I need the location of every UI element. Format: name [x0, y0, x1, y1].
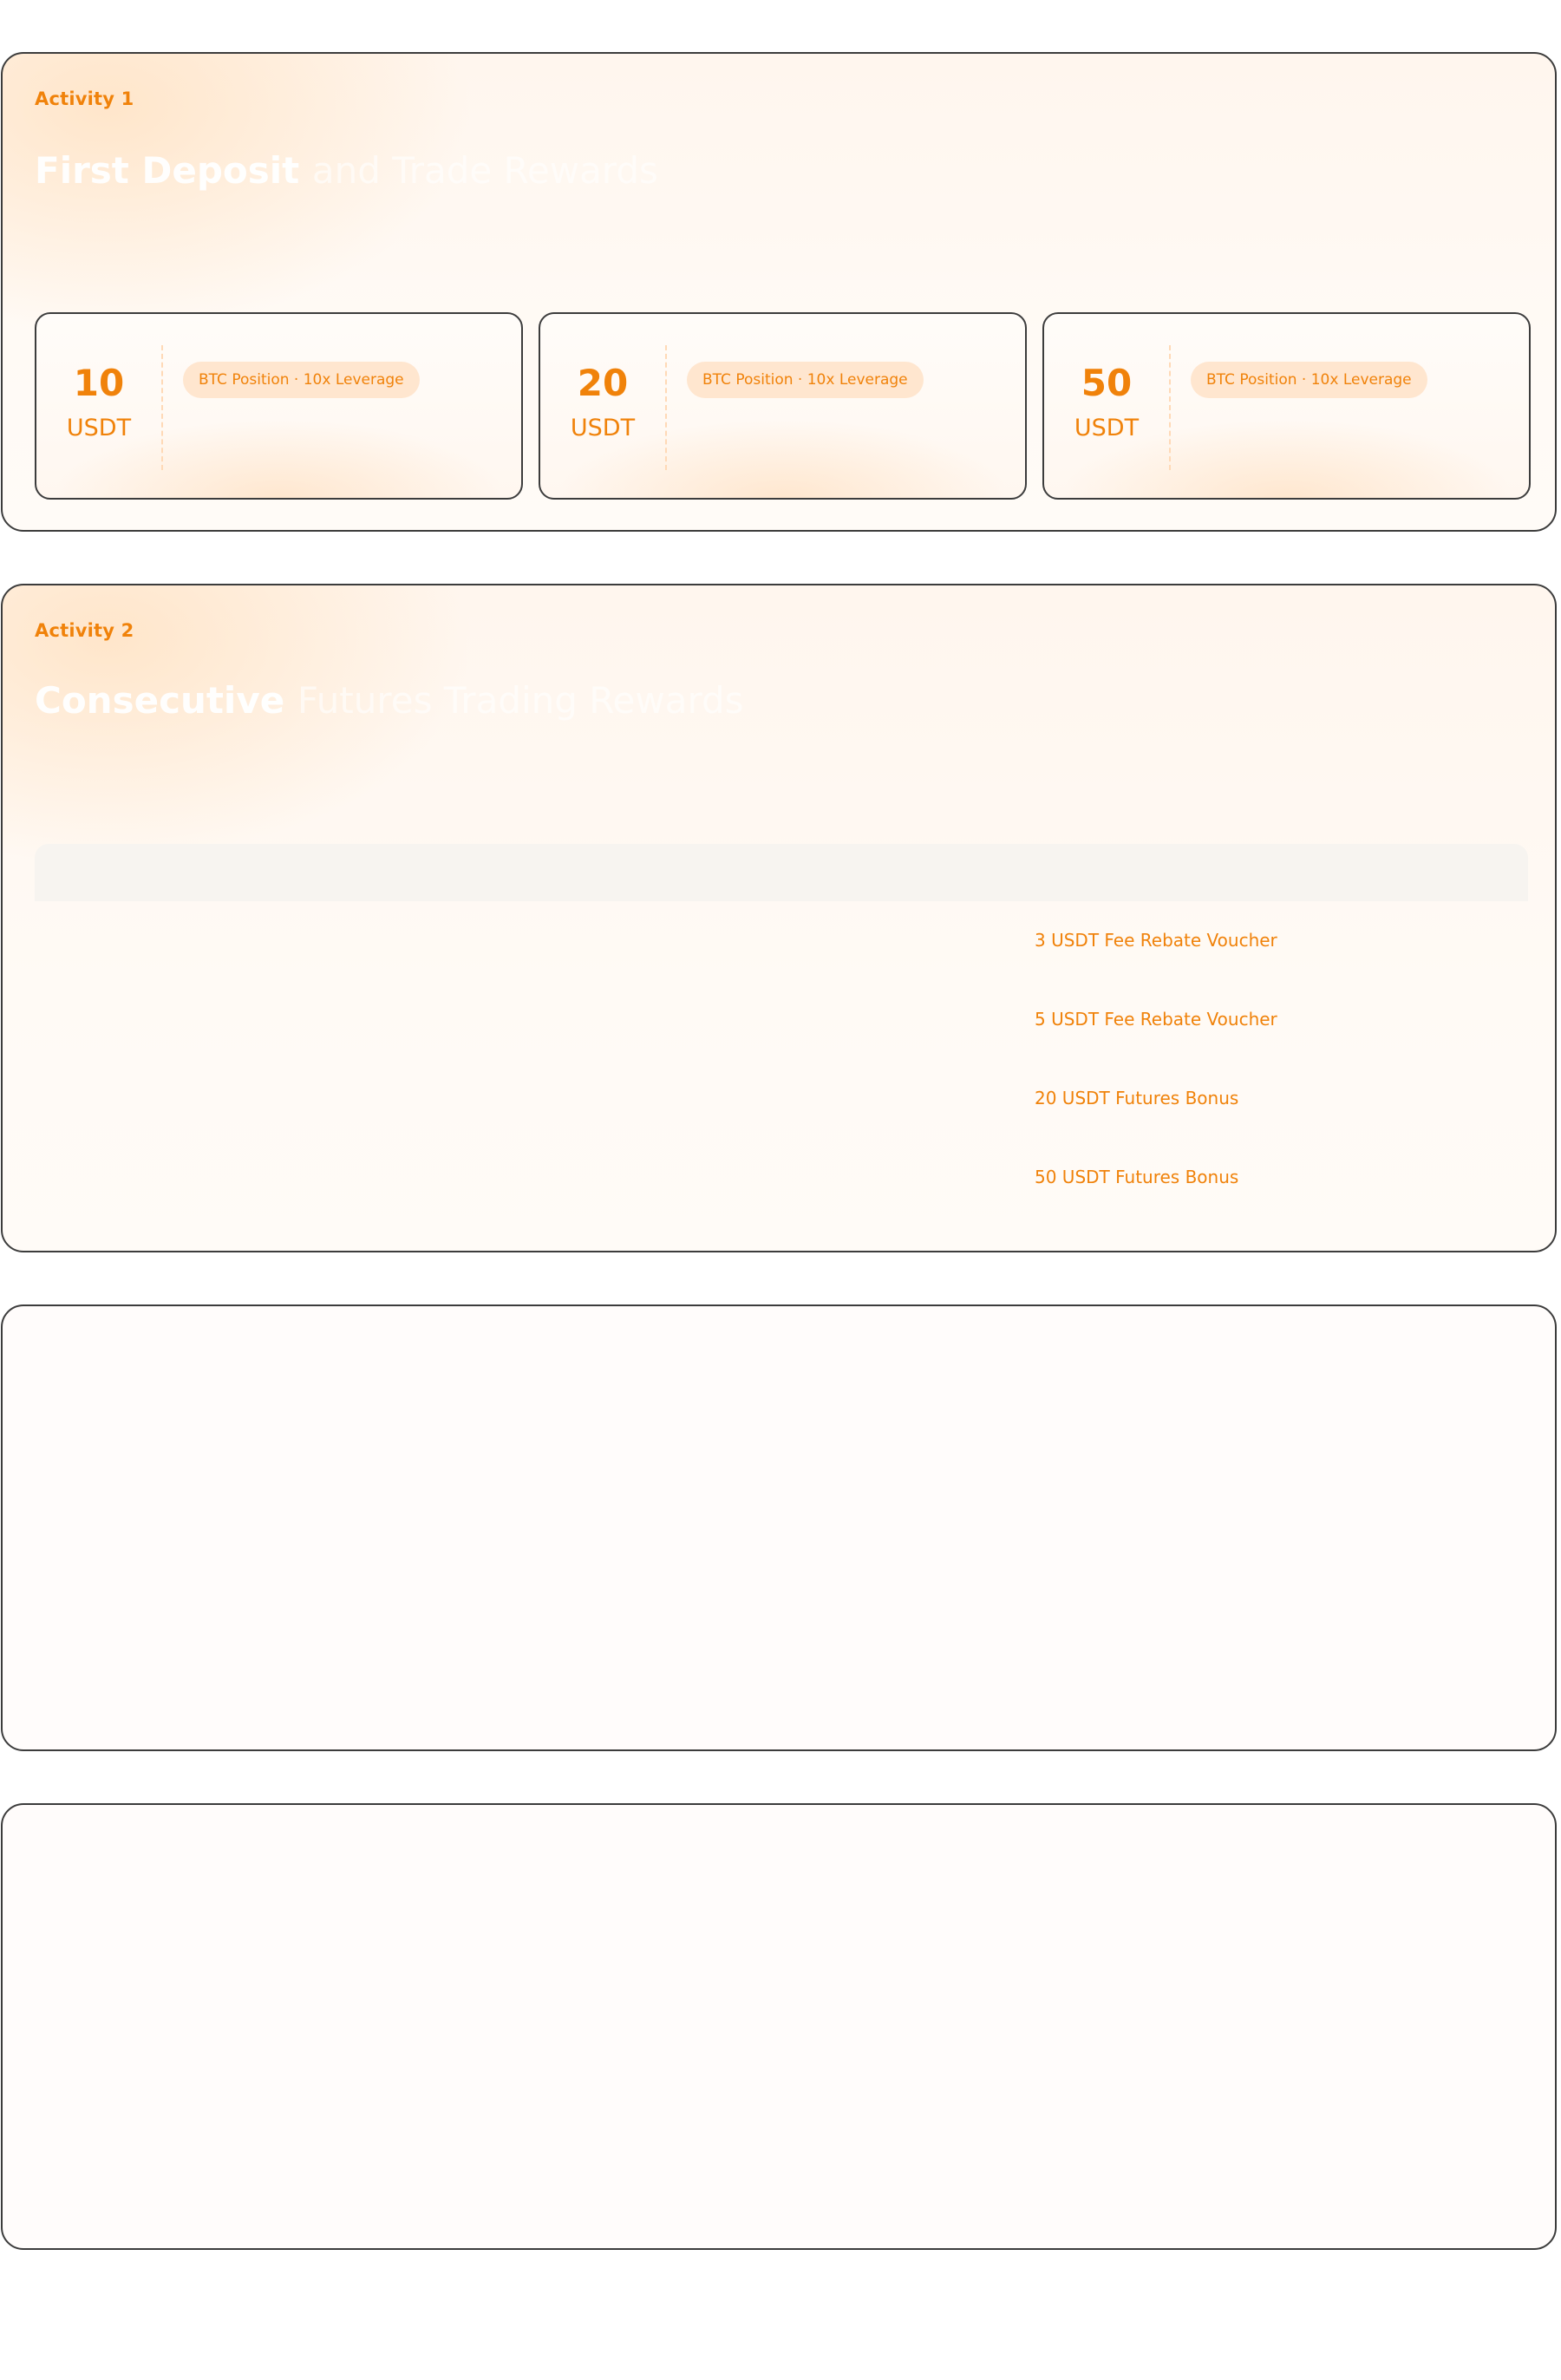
reward-unit: USDT [66, 415, 132, 441]
reward-cell: 5 USDT Fee Rebate Voucher [1035, 1009, 1277, 1030]
dashed-divider [161, 345, 163, 470]
activity-2-title-strong: Consecutive [35, 679, 285, 722]
reward-tier-card [1042, 312, 1531, 500]
activity-1-title-rest: and Trade Rewards [311, 149, 658, 192]
reward-cell: 3 USDT Fee Rebate Voucher [1035, 930, 1277, 951]
reward-amount: 50 [1081, 362, 1133, 404]
rewards-table-header [35, 844, 1528, 901]
reward-amount: 10 [73, 362, 125, 404]
reward-cell: 50 USDT Futures Bonus [1035, 1167, 1239, 1187]
table-row [35, 1138, 1528, 1217]
dashed-divider [1169, 345, 1171, 470]
activity-1-card [1, 52, 1557, 532]
reward-unit: USDT [570, 415, 636, 441]
empty-panel [1, 1304, 1557, 1751]
table-row [35, 901, 1528, 980]
empty-panel [1, 1803, 1557, 2250]
activity-1-title [35, 149, 658, 192]
activity-2-title [35, 679, 744, 722]
position-tag: BTC Position · 10x Leverage [687, 362, 924, 398]
activity-2-title-rest: Futures Trading Rewards [297, 679, 744, 722]
table-row [35, 980, 1528, 1059]
reward-tier-card [35, 312, 523, 500]
activity-2-label: Activity 2 [35, 620, 134, 641]
position-tag: BTC Position · 10x Leverage [1191, 362, 1427, 398]
activity-1-label: Activity 1 [35, 88, 134, 109]
activity-2-card [1, 584, 1557, 1252]
reward-amount: 20 [577, 362, 629, 404]
dashed-divider [665, 345, 667, 470]
reward-cell: 20 USDT Futures Bonus [1035, 1088, 1239, 1108]
reward-unit: USDT [1074, 415, 1140, 441]
table-row [35, 1059, 1528, 1138]
activity-1-title-strong: First Deposit [35, 149, 300, 192]
position-tag: BTC Position · 10x Leverage [183, 362, 420, 398]
reward-tier-card [539, 312, 1027, 500]
